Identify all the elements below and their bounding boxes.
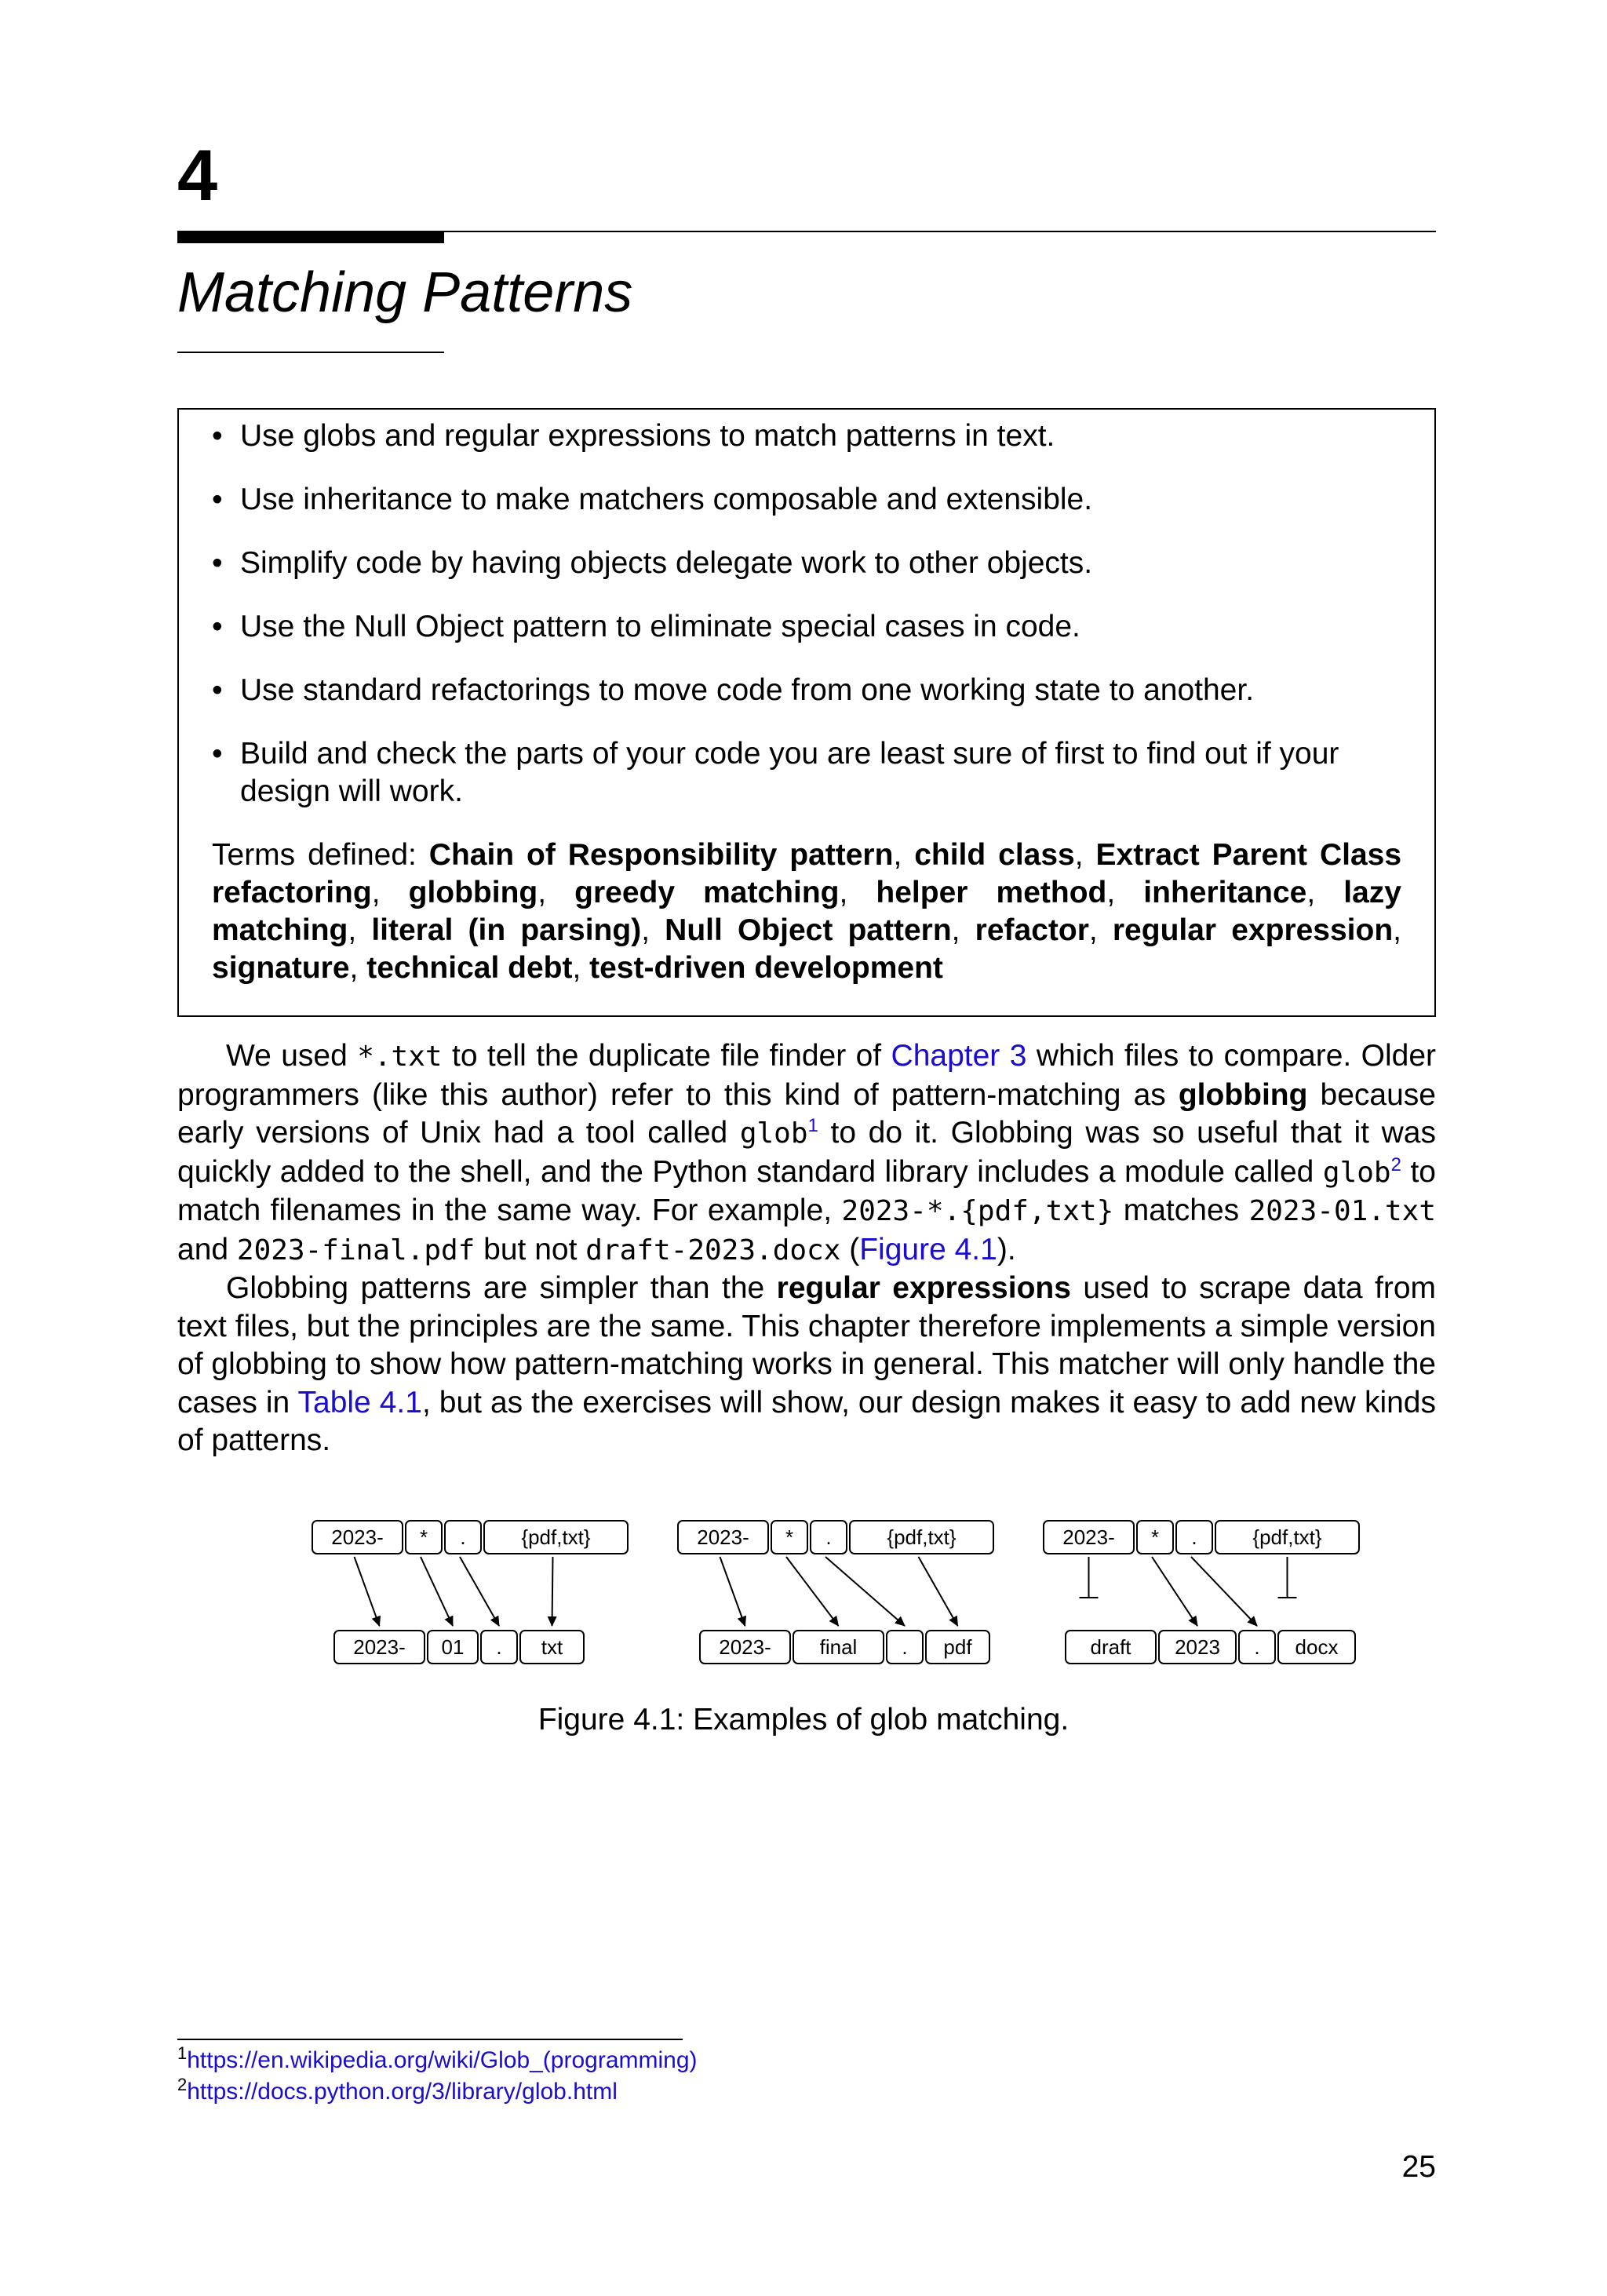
target-token [520, 1631, 584, 1664]
pattern-token-label: . [460, 1525, 466, 1549]
body-text [177, 1037, 1436, 1460]
text: because early versions of Unix had a tool called [177, 1077, 1436, 1150]
inline-code: glob [739, 1117, 808, 1150]
objective-item: • Build and check the parts of your code you are least sure of first to find out if your design will work. [212, 735, 1401, 811]
pattern-token [678, 1521, 768, 1554]
term: globbing [408, 876, 538, 909]
match-arrow [786, 1557, 839, 1626]
chapter-3-link[interactable]: Chapter 3 [891, 1039, 1027, 1073]
terms-label: Terms defined: [212, 838, 417, 872]
text: to do it. Globbing was so useful that it was quickly added to the shell, and the Python standard library includes a module called [177, 1116, 1436, 1189]
footnote-ref-2[interactable]: 2 [1390, 1153, 1401, 1175]
term: test-driven development [589, 951, 943, 985]
chapter-number: 4 [177, 136, 218, 216]
term: signature [212, 951, 350, 985]
objective-item: • Use globs and regular expressions to match patterns in text. [212, 417, 1401, 455]
target-token [428, 1631, 478, 1664]
footnote-link[interactable]: https://en.wikipedia.org/wiki/Glob_(programming) [187, 2047, 698, 2073]
pattern-token [406, 1521, 442, 1554]
match-arrow [1191, 1557, 1257, 1626]
target-token-label: . [1254, 1635, 1260, 1659]
footnote-link[interactable]: https://docs.python.org/3/library/glob.html [187, 2079, 618, 2105]
term: lazy matching [212, 876, 1401, 947]
target-token-label: . [902, 1635, 908, 1659]
footnote-mark: 1 [177, 2043, 188, 2063]
pattern-token-label: {pdf,txt} [521, 1525, 591, 1549]
footnote-2 [177, 2076, 698, 2108]
pattern-token-label: . [1191, 1525, 1197, 1549]
paragraph-1 [177, 1037, 1436, 1270]
term: Extract Parent Class refactoring [212, 838, 1402, 909]
pattern-token [1044, 1521, 1134, 1554]
text: matches [1113, 1194, 1249, 1227]
pattern-token-label: {pdf,txt} [887, 1525, 957, 1549]
term: inheritance [1143, 876, 1307, 909]
pattern-token [1215, 1521, 1359, 1554]
objectives-list [212, 417, 1401, 811]
text: ( [840, 1232, 860, 1266]
target-token [1066, 1631, 1156, 1664]
target-token-label: 01 [441, 1635, 465, 1659]
target-token [1159, 1631, 1236, 1664]
inline-code: 2023-final.pdf [236, 1234, 476, 1266]
target-token-label: . [496, 1635, 502, 1659]
match-arrow [720, 1557, 745, 1626]
target-token [334, 1631, 425, 1664]
footnote-ref-1[interactable]: 1 [807, 1115, 818, 1136]
figure-caption: Figure 4.1: Examples of glob matching. [537, 1703, 1070, 1737]
pattern-token [312, 1521, 403, 1554]
term: Null Object pattern [665, 913, 952, 947]
target-token-label: docx [1295, 1635, 1339, 1659]
pattern-token [484, 1521, 628, 1554]
pattern-token [1176, 1521, 1212, 1554]
inline-code: 2023-01.txt [1248, 1195, 1436, 1227]
text: but not [475, 1232, 586, 1266]
pattern-token-label: . [825, 1525, 832, 1549]
pattern-token [1137, 1521, 1173, 1554]
text: , but as the exercises will show, our design makes it easy to add new kinds of patterns. [177, 1385, 1436, 1457]
term: child class [914, 838, 1075, 872]
text: We used [226, 1039, 358, 1073]
pattern-token-label: 2023- [331, 1525, 384, 1549]
target-token-label: txt [541, 1635, 563, 1659]
target-token-label: 2023- [719, 1635, 771, 1659]
term-regular-expressions: regular expressions [776, 1271, 1071, 1305]
objective-item: • Use standard refactorings to move code from one working state to another. [212, 672, 1401, 709]
pattern-token-label: {pdf,txt} [1252, 1525, 1322, 1549]
text: and [177, 1232, 237, 1266]
target-token-label: final [819, 1635, 858, 1659]
term: greedy matching [574, 876, 840, 909]
title-underline [177, 352, 444, 353]
term: regular expression [1112, 913, 1394, 947]
figure-4-1-link[interactable]: Figure 4.1 [859, 1232, 997, 1266]
term: Chain of Responsibility pattern [428, 838, 894, 872]
inline-code: *.txt [357, 1040, 443, 1073]
paragraph-2 [177, 1270, 1436, 1460]
text: ). [997, 1232, 1016, 1266]
text: used to scrape data from text files, but the principles are the same. This chapter therefore implements a simple version of globbing to show how pattern-matching works in general. This matcher will only handle the cases in [177, 1271, 1436, 1420]
pattern-token [445, 1521, 481, 1554]
pattern-token-label: * [785, 1525, 794, 1549]
objective-item: • Use the Null Object pattern to eliminate special cases in code. [212, 608, 1401, 646]
match-arrow [919, 1557, 958, 1626]
target-token-label: draft [1090, 1635, 1131, 1659]
learning-objectives-box [177, 408, 1436, 1017]
pattern-token [850, 1521, 993, 1554]
target-token [793, 1631, 884, 1664]
match-arrow [460, 1557, 499, 1626]
footnote-mark: 2 [177, 2075, 188, 2094]
term-globbing: globbing [1178, 1077, 1308, 1112]
footnote-rule [177, 2039, 683, 2040]
target-token [926, 1631, 989, 1664]
pattern-token [771, 1521, 807, 1554]
objective-item: • Use inheritance to make matchers composable and extensible. [212, 481, 1401, 519]
terms-defined: Terms defined: Chain of Responsibility pattern, child class, Extract Parent Class refactoring, globbing, greedy matching, helper method, inheritance, lazy matching, literal (in parsing), Null Object pattern, refactor, regular expression, signature, technical debt, test-driven development [212, 838, 1402, 985]
text: Globbing patterns are simpler than the [226, 1271, 777, 1305]
footnote-1 [177, 2045, 698, 2076]
match-arrow [552, 1557, 553, 1626]
term: helper method [876, 876, 1107, 909]
target-token-label: 2023 [1175, 1635, 1220, 1659]
term: refactor [975, 913, 1089, 947]
target-token [1239, 1631, 1275, 1664]
chapter-rule-thick [177, 231, 444, 243]
footnotes [177, 2045, 698, 2108]
inline-code: glob [1322, 1156, 1391, 1189]
match-arrow [1152, 1557, 1197, 1626]
pattern-token-label: * [1150, 1525, 1160, 1549]
match-arrow [421, 1557, 453, 1626]
pattern-token-label: 2023- [697, 1525, 749, 1549]
match-arrow [825, 1557, 905, 1626]
text: which files to compare. Older programmers (like this author) refer to this kind of pattern-matching as [177, 1039, 1436, 1112]
objective-item: • Simplify code by having objects delegate work to other objects. [212, 545, 1401, 582]
pattern-token-label: 2023- [1062, 1525, 1115, 1549]
table-4-1-link[interactable]: Table 4.1 [297, 1385, 422, 1420]
target-token [700, 1631, 790, 1664]
page-number: 25 [1401, 2150, 1436, 2184]
term: literal (in parsing) [371, 913, 642, 947]
target-token [1278, 1631, 1355, 1664]
text: to match filenames in the same way. For example, [177, 1154, 1436, 1227]
inline-code: draft-2023.docx [585, 1234, 841, 1266]
inline-code: 2023-*.{pdf,txt} [841, 1195, 1114, 1227]
target-token-label: pdf [943, 1635, 972, 1659]
target-token [481, 1631, 517, 1664]
match-arrow [355, 1557, 380, 1626]
pattern-token [811, 1521, 847, 1554]
chapter-title: Matching Patterns [177, 261, 633, 324]
chapter-rule-thin [444, 231, 1436, 232]
pattern-token-label: * [419, 1525, 428, 1549]
term: technical debt [366, 951, 573, 985]
target-token-label: 2023- [353, 1635, 406, 1659]
target-token [887, 1631, 923, 1664]
text: to tell the duplicate file finder of [442, 1039, 891, 1073]
